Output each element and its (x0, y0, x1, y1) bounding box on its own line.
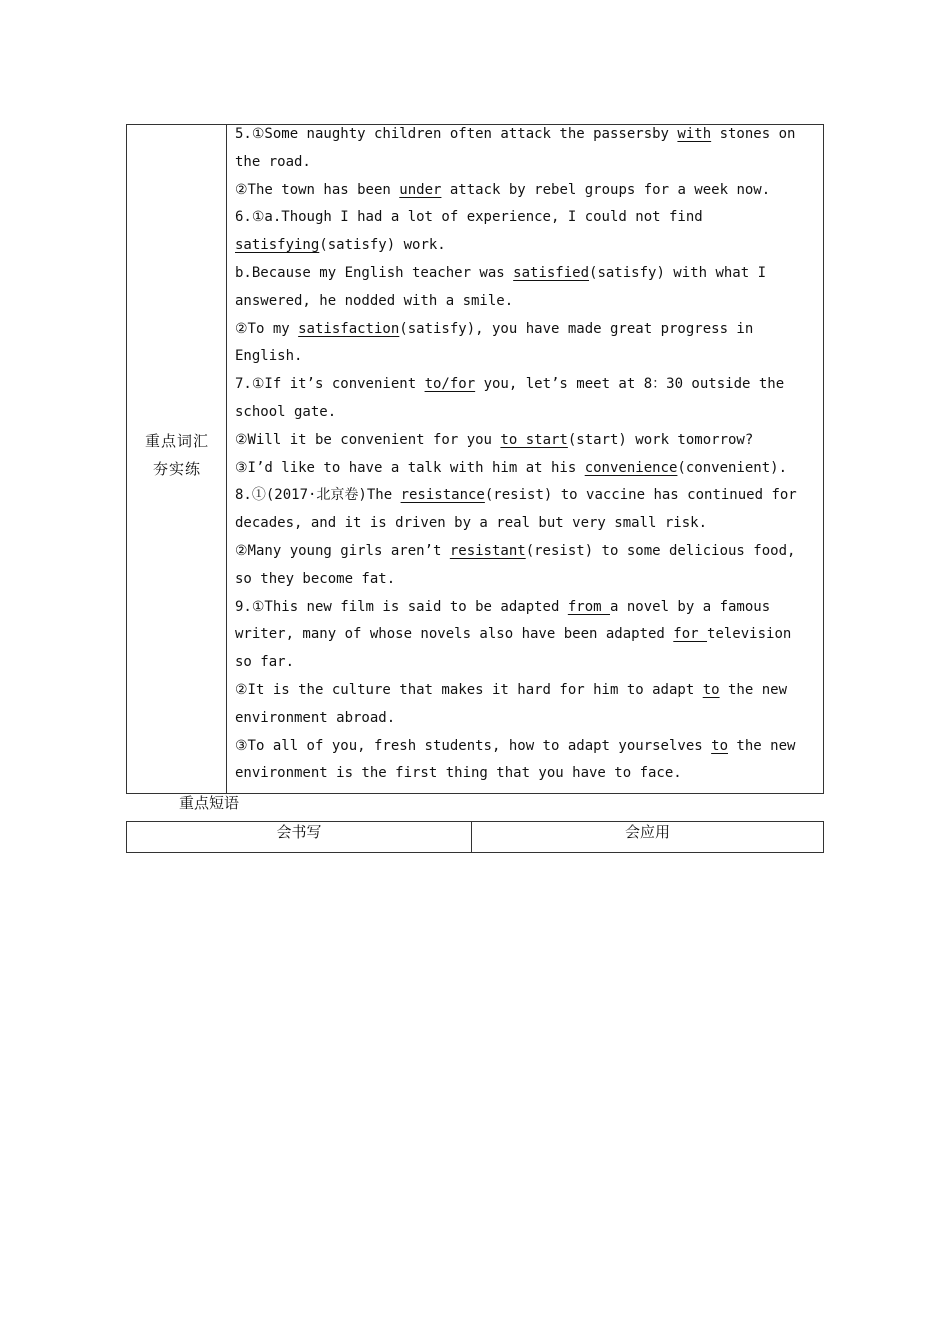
exercise-line (235, 177, 820, 205)
exercise-line (235, 594, 820, 622)
exercise-line (235, 760, 820, 788)
exercise-line (235, 149, 820, 177)
exercise-line (235, 455, 820, 483)
vocab-label-line1: 重点词汇 (144, 432, 209, 450)
exercise-text: decades, and it is driven by a real but very small risk. (235, 515, 708, 532)
exercise-text: ②The town has been (235, 181, 400, 198)
exercise-text: you, let’s meet at 8：30 outside the (475, 376, 785, 393)
exercise-text: ②Will it be convenient for you (235, 431, 501, 448)
exercise-text: English. (235, 348, 303, 365)
exercise-text: ②Many young girls aren’t (235, 542, 450, 559)
phrases-col-apply: 会应用 (624, 823, 670, 841)
exercise-text: so they become fat. (235, 570, 396, 587)
exercise-text: 9.①This new film is said to be adapted (235, 598, 568, 615)
exercise-text: the new (719, 681, 787, 698)
exercise-text: b.Because my English teacher was (235, 264, 514, 281)
answer-blank: resistance (400, 487, 485, 504)
exercise-text: (resist) to some delicious food, (525, 542, 796, 559)
answer-blank: satisfaction (298, 320, 400, 337)
exercise-line (235, 510, 820, 538)
exercise-text: ②To my (235, 320, 299, 337)
exercise-line (235, 232, 820, 260)
exercise-text: answered, he nodded with a smile. (235, 292, 514, 309)
vocab-exercise-content (235, 121, 820, 788)
exercise-text: ②It is the culture that makes it hard for him to adapt (235, 681, 703, 698)
answer-blank: resistant (449, 542, 526, 559)
exercise-text: school gate. (235, 403, 337, 420)
phrases-table (126, 821, 824, 853)
exercise-text: the new (728, 737, 796, 754)
exercise-text: stones on (711, 126, 796, 142)
exercise-line (235, 399, 820, 427)
vocab-label-cell (127, 125, 227, 793)
answer-blank: to (711, 737, 728, 754)
exercise-line (235, 204, 820, 232)
answer-blank: to start (500, 431, 568, 448)
exercise-text: ③I’d like to have a talk with him at his (235, 459, 585, 476)
answer-blank: to/for (424, 376, 476, 393)
exercise-text: (start) work tomorrow? (567, 431, 754, 448)
exercise-text: environment abroad. (235, 709, 396, 726)
exercise-line (235, 705, 820, 733)
exercise-text: so far. (235, 654, 295, 671)
exercise-text: writer, many of whose novels also have been adapted (235, 626, 674, 643)
exercise-text: ③To all of you, fresh students, how to adapt yourselves (235, 737, 712, 754)
exercise-text: (convenient). (677, 459, 787, 476)
exercise-line (235, 316, 820, 344)
answer-blank: for (673, 626, 708, 643)
exercise-line (235, 260, 820, 288)
exercise-text: a novel by a famous (610, 598, 771, 615)
answer-blank: satisfying (235, 237, 320, 254)
exercise-line (235, 733, 820, 761)
exercise-line (235, 343, 820, 371)
exercise-line (235, 371, 820, 399)
exercise-text: 6.①a.Though I had a lot of experience, I could not find (235, 209, 703, 226)
phrases-heading: 重点短语 (179, 794, 240, 812)
exercise-text: (resist) to vaccine has continued for (484, 487, 797, 504)
answer-blank: satisfied (513, 264, 590, 281)
exercise-line (235, 482, 820, 510)
answer-blank: to (702, 681, 720, 698)
exercise-line (235, 621, 820, 649)
exercise-line (235, 427, 820, 455)
exercise-text: attack by rebel groups for a week now. (441, 181, 771, 198)
answer-blank: from (567, 598, 610, 615)
exercise-line (235, 288, 820, 316)
answer-blank: convenience (584, 459, 678, 476)
phrases-col-write: 会书写 (127, 822, 472, 852)
vocab-label (127, 427, 227, 483)
answer-blank: under (399, 181, 442, 198)
exercise-text: (satisfy) with what I (589, 264, 767, 281)
exercise-text: 7.①If it’s convenient (235, 376, 425, 393)
exercise-line (235, 538, 820, 566)
exercise-line (235, 566, 820, 594)
exercise-line (235, 649, 820, 677)
exercise-text: television (707, 626, 792, 643)
exercise-text: (satisfy) work. (319, 237, 446, 254)
exercise-text: (satisfy), you have made great progress in (399, 320, 754, 337)
vocab-label-line2: 夯实练 (152, 460, 201, 478)
answer-blank: with (677, 126, 712, 142)
exercise-text: the road. (235, 153, 311, 170)
exercise-line (235, 677, 820, 705)
exercise-text: environment is the first thing that you have to face. (235, 765, 682, 782)
exercise-text: 5.①Some naughty children often attack the passersby (235, 126, 678, 142)
exercise-line (235, 121, 820, 149)
exercise-text: 8.①(2017·北京卷)The (235, 487, 401, 504)
vocab-practice-table (126, 124, 824, 794)
